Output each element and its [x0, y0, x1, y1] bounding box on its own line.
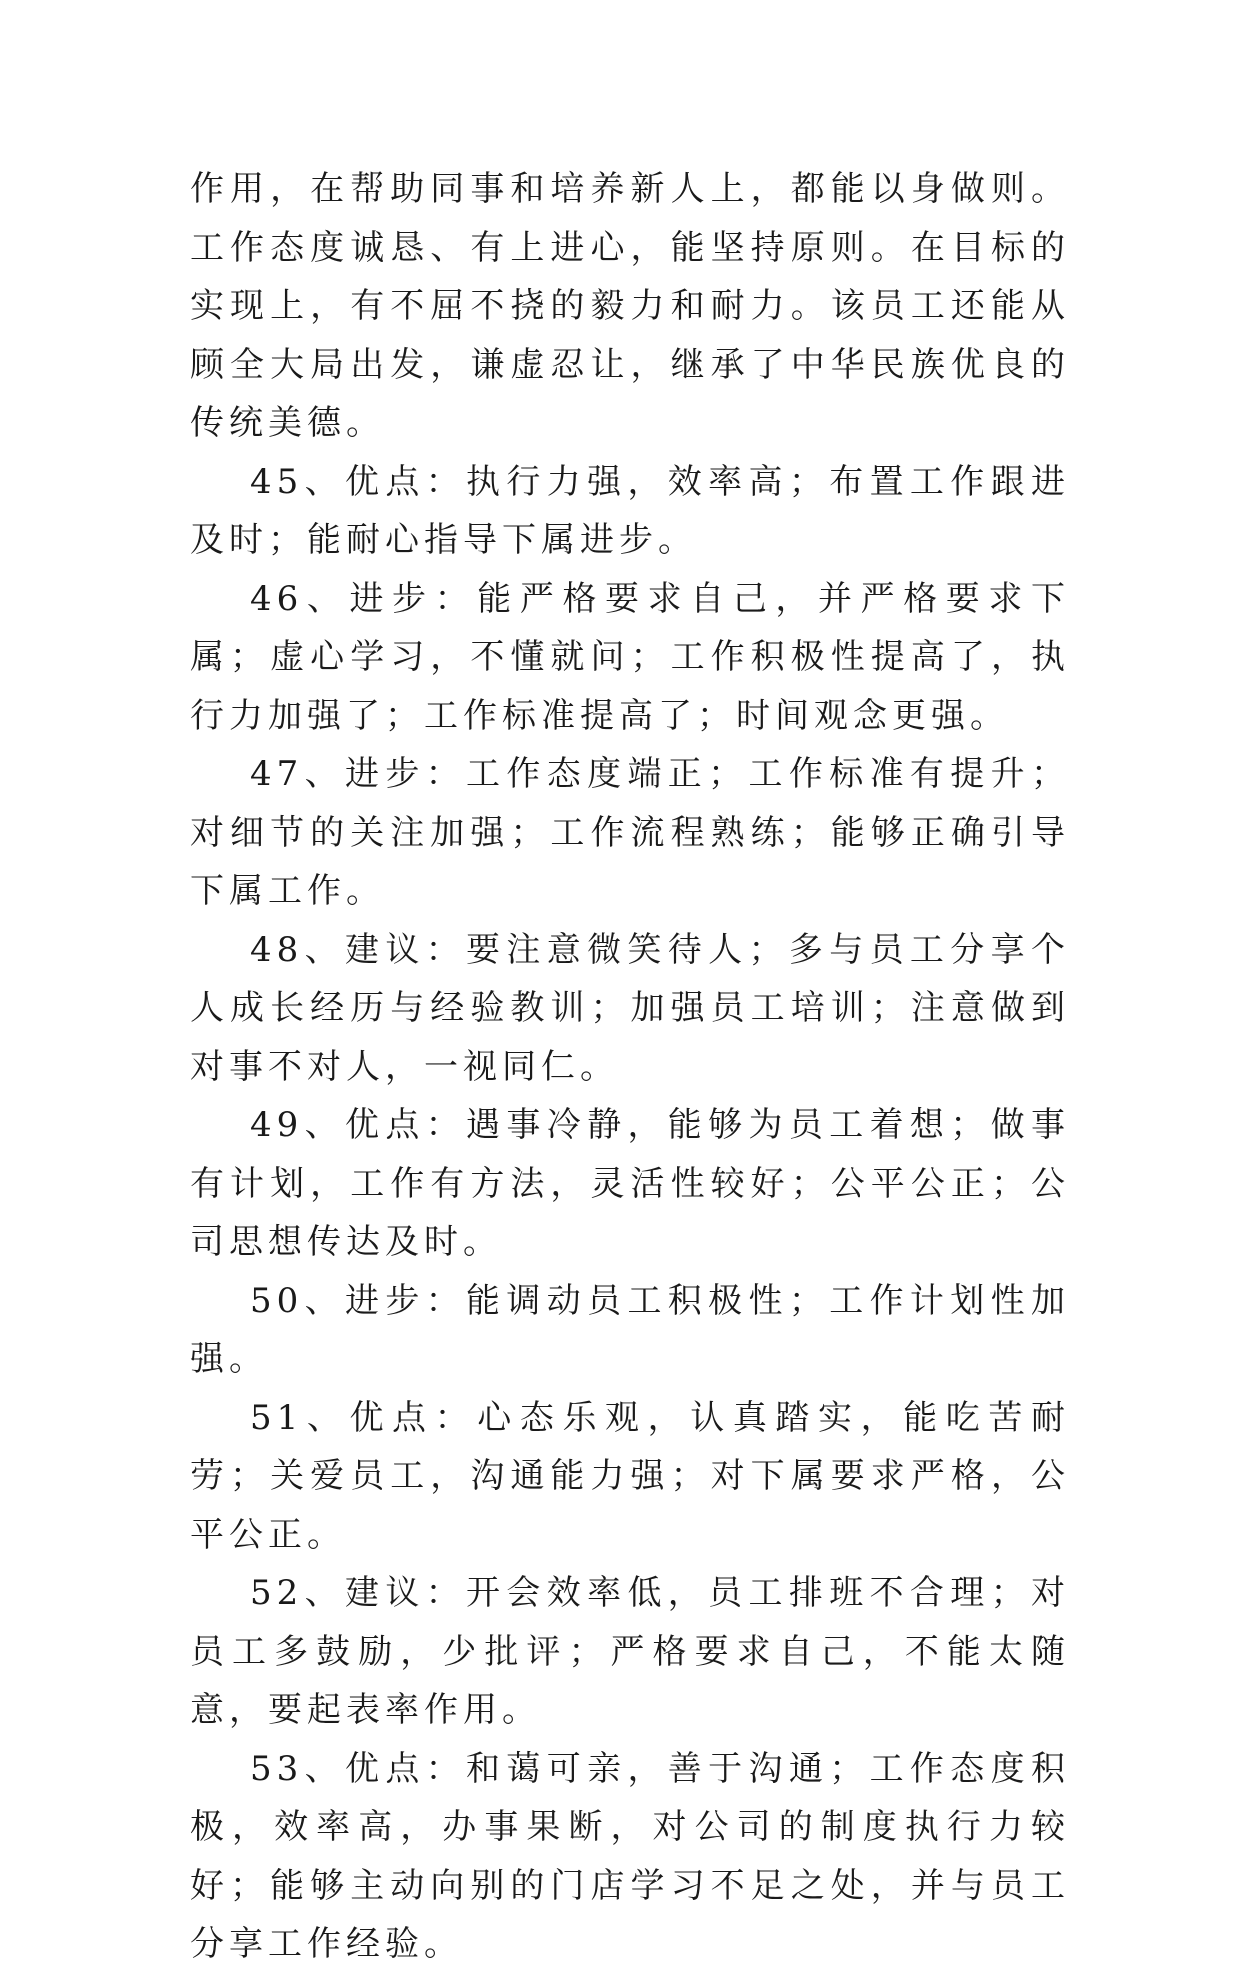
paragraph-item-48: 48、建议：要注意微笑待人；多与员工分享个人成长经历与经验教训；加强员工培训；注意做到对事不对人，一视同仁。 [190, 929, 1070, 1087]
paragraph-item-52: 52、建议：开会效率低，员工排班不合理；对员工多鼓励，少批评；严格要求自己，不能太随意，要起表率作用。 [190, 1573, 1070, 1730]
paragraph-continuation: 作用，在帮助同事和培养新人上，都能以身做则。工作态度诚恳、有上进心，能坚持原则。在目标的实现上，有不屈不挠的毅力和耐力。该员工还能从顾全大局出发，谦虚忍让，继承了中华民族优良的传统美德。 [190, 169, 1070, 443]
paragraph-item-50: 50、进步：能调动员工积极性；工作计划性加强。 [190, 1280, 1070, 1379]
paragraph-item-45: 45、优点：执行力强，效率高；布置工作跟进及时；能耐心指导下属进步。 [190, 461, 1070, 560]
paragraph-item-47: 47、进步：工作态度端正；工作标准有提升；对细节的关注加强；工作流程熟练；能够正确引导下属工作。 [190, 754, 1070, 911]
paragraph-item-51: 51、优点：心态乐观，认真踏实，能吃苦耐劳；关爱员工，沟通能力强；对下属要求严格，公平公正。 [190, 1397, 1070, 1555]
paragraph-item-49: 49、优点：遇事冷静，能够为员工着想；做事有计划，工作有方法，灵活性较好；公平公正；公司思想传达及时。 [190, 1105, 1070, 1262]
paragraph-item-53: 53、优点：和蔼可亲，善于沟通；工作态度积极，效率高，办事果断，对公司的制度执行力较好；能够主动向别的门店学习不足之处，并与员工分享工作经验。 [190, 1748, 1070, 1964]
paragraph-item-46: 46、进步：能严格要求自己，并严格要求下属；虚心学习，不懂就问；工作积极性提高了，执行力加强了；工作标准提高了；时间观念更强。 [190, 578, 1070, 736]
document-body [190, 160, 1070, 1974]
